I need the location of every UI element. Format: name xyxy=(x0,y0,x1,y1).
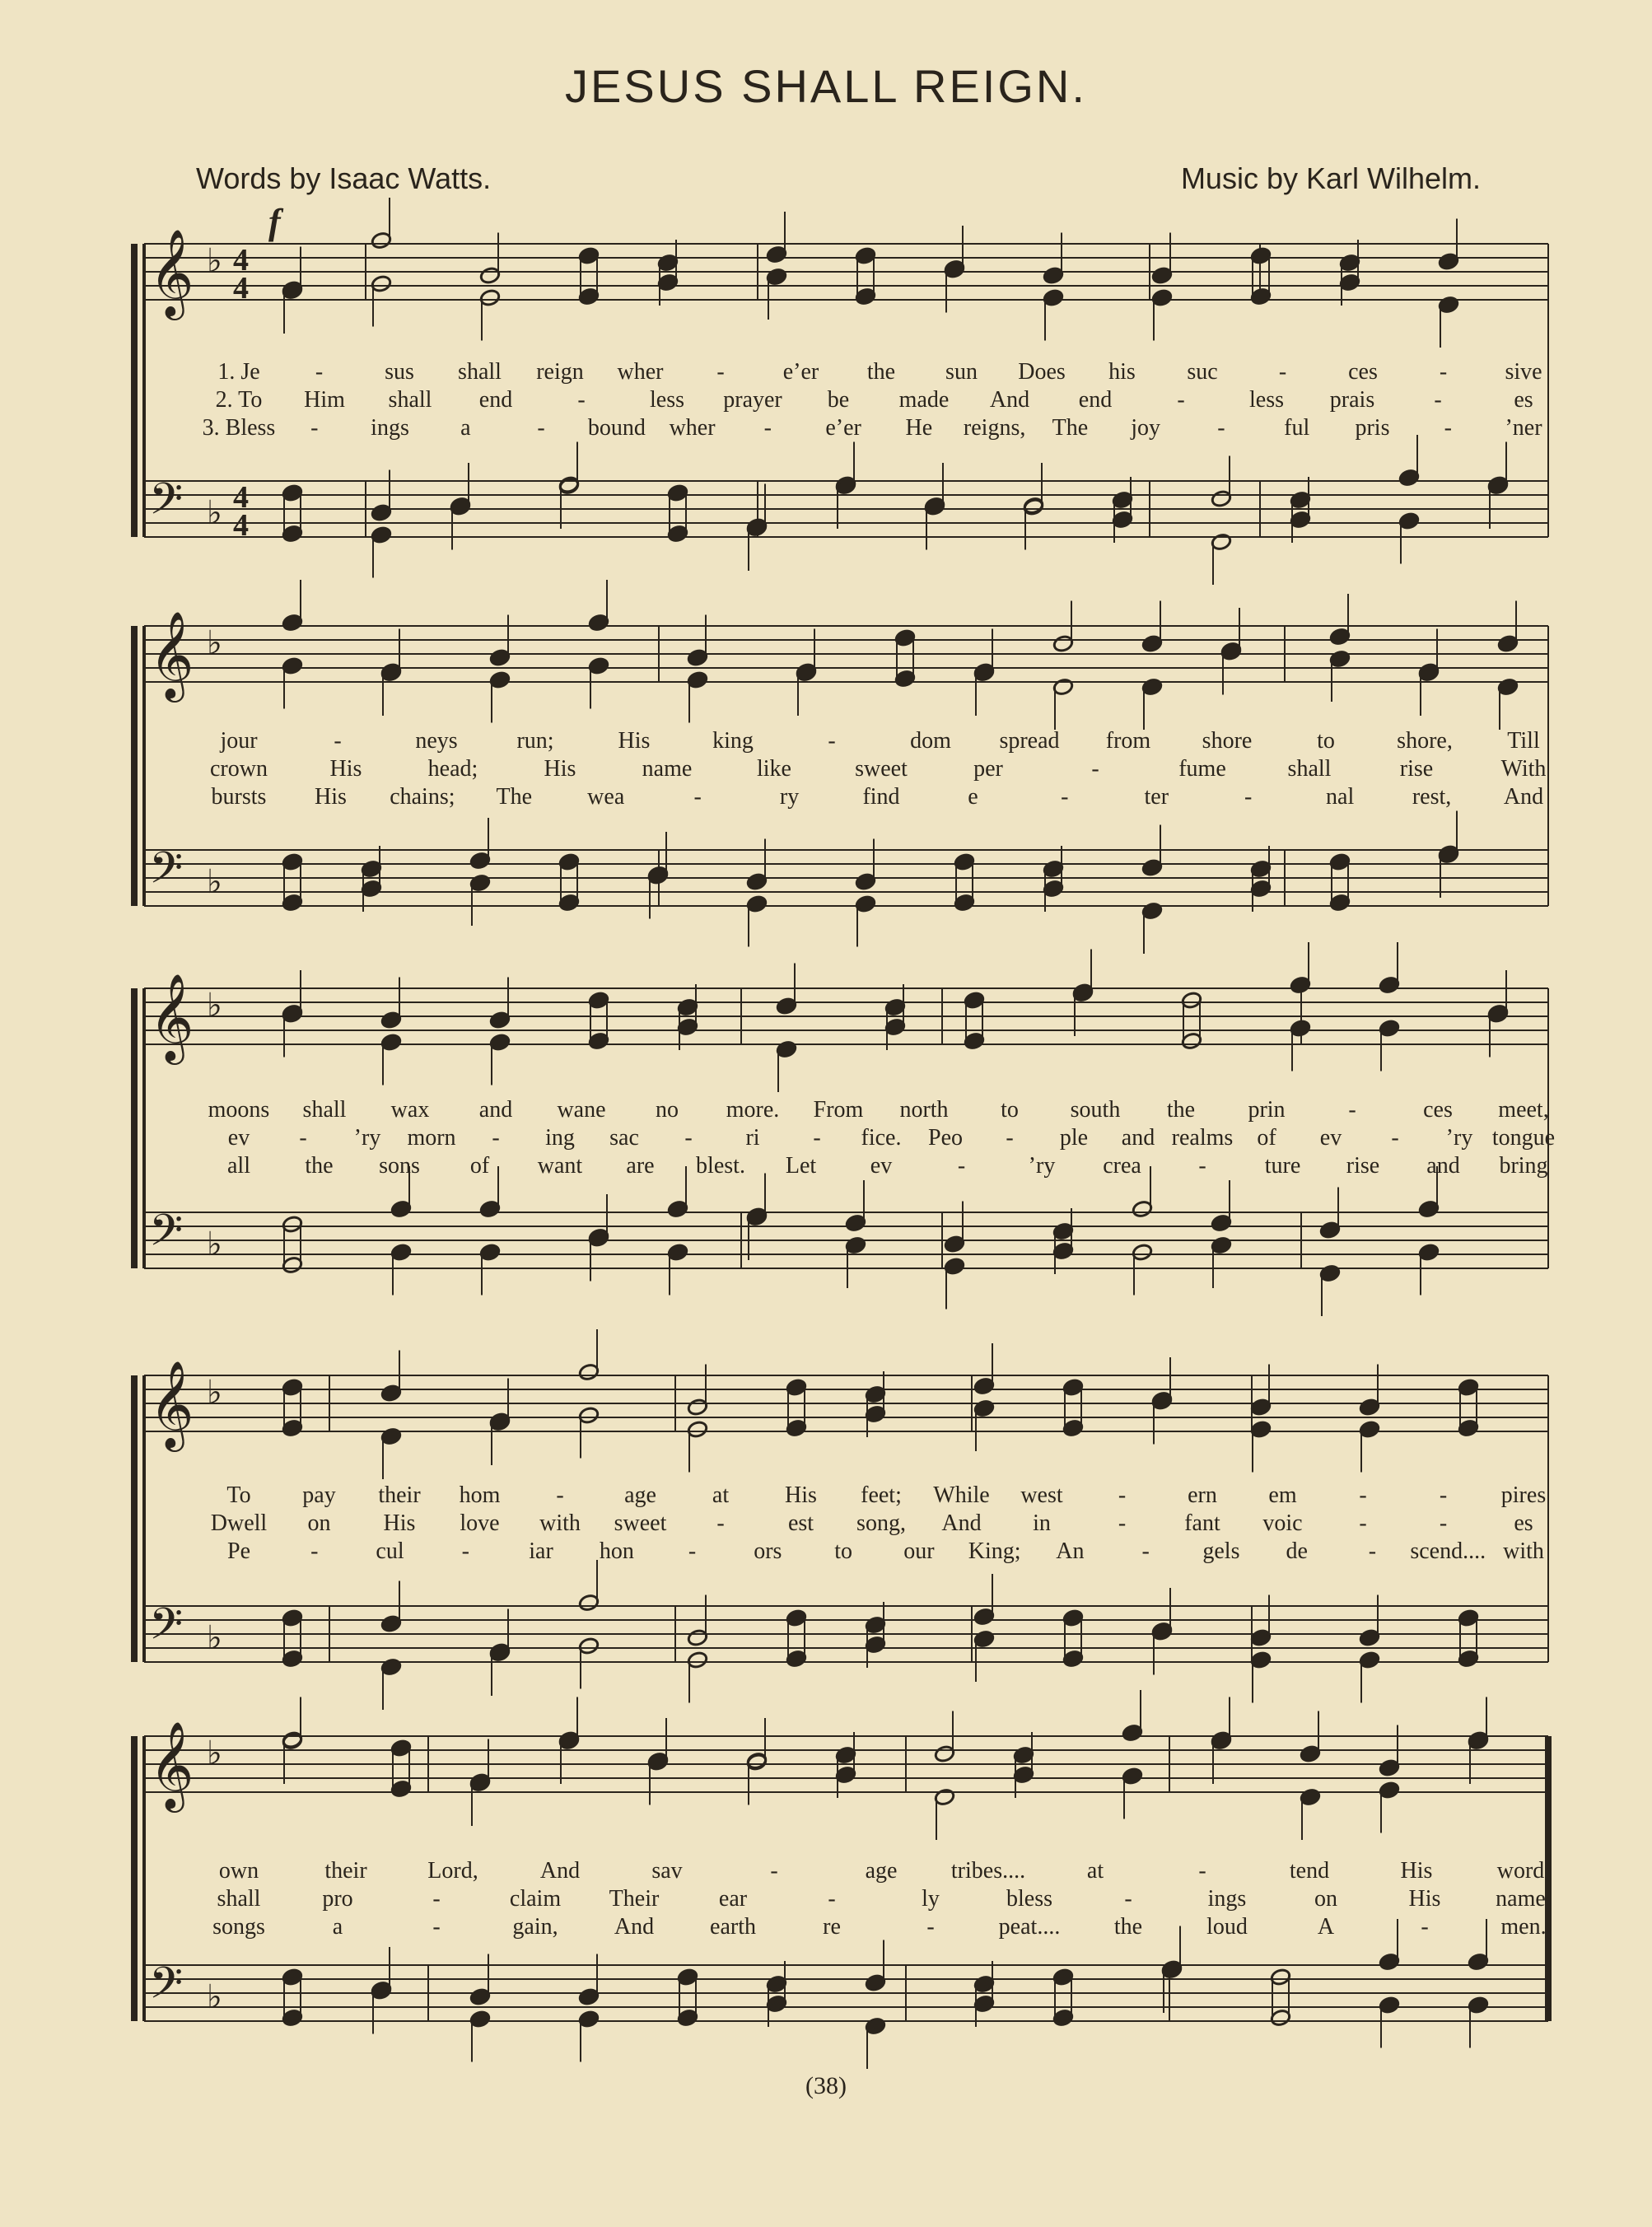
lyric-syllable: prin xyxy=(1248,1097,1286,1123)
lyric-syllable: wher xyxy=(669,415,716,441)
lyric-syllable: - xyxy=(1439,1482,1448,1508)
lyric-syllable: tribes.... xyxy=(950,1858,1026,1884)
lyric-syllable: ings xyxy=(1207,1886,1247,1912)
lyric-syllable: men. xyxy=(1500,1914,1547,1940)
lyric-syllable: loud xyxy=(1206,1914,1248,1940)
lyric-syllable: a xyxy=(332,1914,343,1940)
lyric-syllable: His xyxy=(383,1510,416,1536)
lyric-syllable: em xyxy=(1268,1482,1297,1508)
bass-clef-icon: 𝄢 xyxy=(149,1959,184,2019)
lyric-syllable: - xyxy=(432,1914,441,1940)
lyric-syllable: gels xyxy=(1202,1538,1240,1564)
lyric-syllable: ev xyxy=(870,1153,893,1179)
time-signature-top: 4 xyxy=(233,480,249,515)
time-signature-top: 4 xyxy=(233,243,249,278)
lyric-syllable: And xyxy=(1503,784,1544,810)
lyric-syllable: Does xyxy=(1018,359,1066,385)
lyric-syllable: To xyxy=(226,1482,251,1508)
lyric-syllable: shall xyxy=(217,1886,261,1912)
flat-key-signature-icon: ♭ xyxy=(207,987,222,1025)
lyric-syllable: And xyxy=(941,1510,982,1536)
lyric-syllable: ry xyxy=(779,784,800,810)
lyric-line xyxy=(0,1153,1652,1181)
lyric-line xyxy=(0,1482,1652,1510)
lyric-syllable: His xyxy=(329,756,362,782)
lyric-syllable: wax xyxy=(390,1097,430,1123)
lyric-syllable: neys xyxy=(415,728,458,754)
lyric-syllable: with xyxy=(539,1510,581,1536)
lyric-syllable: gain, xyxy=(512,1914,558,1940)
flat-key-signature-icon: ♭ xyxy=(207,1978,222,2016)
flat-key-signature-icon: ♭ xyxy=(207,863,222,901)
lyric-syllable: re xyxy=(823,1914,841,1940)
treble-clef-icon: 𝄞 xyxy=(149,973,194,1061)
lyric-syllable: Him xyxy=(304,387,345,413)
lyric-syllable: morn xyxy=(407,1125,456,1151)
lyric-syllable: crown xyxy=(210,756,268,782)
lyric-syllable: ors xyxy=(754,1538,782,1564)
lyric-syllable: at xyxy=(1086,1858,1104,1884)
flat-key-signature-icon: ♭ xyxy=(207,1734,222,1772)
lyric-syllable: - xyxy=(1368,1538,1377,1564)
lyric-syllable: ple xyxy=(1059,1125,1089,1151)
lyric-syllable: And xyxy=(989,387,1030,413)
lyric-syllable: tend xyxy=(1289,1858,1330,1884)
lyric-syllable: bound xyxy=(587,415,646,441)
flat-key-signature-icon: ♭ xyxy=(207,1226,222,1263)
lyric-syllable: with xyxy=(1503,1538,1544,1564)
lyric-syllable: per xyxy=(973,756,1003,782)
lyric-syllable: - xyxy=(770,1858,778,1884)
lyric-syllable: ’ry xyxy=(1028,1153,1056,1179)
lyric-line xyxy=(0,1510,1652,1538)
lyric-syllable: age xyxy=(624,1482,656,1508)
lyric-line xyxy=(0,415,1652,443)
lyric-syllable: crea xyxy=(1103,1153,1141,1179)
lyric-syllable: - xyxy=(1006,1125,1014,1151)
lyric-syllable: be xyxy=(827,387,850,413)
lyric-syllable: shore xyxy=(1202,728,1253,754)
lyric-syllable: to xyxy=(834,1538,852,1564)
music-credit: Music by Karl Wilhelm. xyxy=(1180,161,1481,195)
lyric-syllable: claim xyxy=(509,1886,562,1912)
lyric-syllable: Let xyxy=(785,1153,817,1179)
lyric-syllable: blest. xyxy=(696,1153,745,1179)
lyric-syllable: - xyxy=(556,1482,564,1508)
lyric-syllable: earth xyxy=(710,1914,756,1940)
bass-clef-icon: 𝄢 xyxy=(149,474,184,535)
lyric-syllable: peat.... xyxy=(998,1914,1061,1940)
lyric-syllable: - xyxy=(1244,784,1253,810)
treble-clef-icon: 𝄞 xyxy=(149,228,194,316)
lyric-syllable: rest, xyxy=(1412,784,1452,810)
lyric-syllable: ter xyxy=(1144,784,1169,810)
lyric-syllable: sun xyxy=(945,359,978,385)
lyric-syllable: pay xyxy=(302,1482,336,1508)
lyric-syllable: ces xyxy=(1348,359,1378,385)
lyric-syllable: on xyxy=(307,1510,331,1536)
lyric-line xyxy=(0,1858,1652,1886)
lyric-syllable: - xyxy=(1421,1914,1429,1940)
lyric-syllable: - xyxy=(1118,1482,1127,1508)
lyric-syllable: ev xyxy=(227,1125,250,1151)
lyric-syllable: - xyxy=(1217,415,1225,441)
lyric-syllable: made xyxy=(898,387,950,413)
lyric-syllable: 1. Je xyxy=(217,359,260,385)
lyric-syllable: And xyxy=(614,1914,655,1940)
lyric-syllable: - xyxy=(1198,1858,1206,1884)
dynamic-marking: f xyxy=(268,202,281,242)
lyric-syllable: pires xyxy=(1500,1482,1547,1508)
lyric-syllable: more. xyxy=(726,1097,780,1123)
lyric-syllable: moons xyxy=(208,1097,270,1123)
lyric-syllable: in xyxy=(1033,1510,1051,1536)
lyric-syllable: - xyxy=(1141,1538,1150,1564)
lyric-syllable: - xyxy=(926,1914,935,1940)
lyric-syllable: the xyxy=(1113,1914,1143,1940)
lyric-syllable: love xyxy=(460,1510,500,1536)
lyric-syllable: their xyxy=(324,1858,367,1884)
lyric-syllable: to xyxy=(1317,728,1335,754)
lyric-syllable: The xyxy=(1052,415,1089,441)
lyric-syllable: song, xyxy=(856,1510,906,1536)
lyric-syllable: fant xyxy=(1184,1510,1220,1536)
lyric-syllable: sons xyxy=(379,1153,420,1179)
lyric-syllable: iar xyxy=(529,1538,553,1564)
lyric-syllable: suc xyxy=(1187,359,1218,385)
lyric-syllable: The xyxy=(496,784,533,810)
lyric-syllable: less xyxy=(1249,387,1284,413)
lyric-syllable: feet; xyxy=(861,1482,902,1508)
lyric-syllable: His xyxy=(544,756,576,782)
flat-key-signature-icon: ♭ xyxy=(207,242,222,280)
lyric-syllable: bursts xyxy=(211,784,267,810)
flat-key-signature-icon: ♭ xyxy=(207,624,222,662)
lyric-syllable: Lord, xyxy=(427,1858,478,1884)
lyric-syllable: north xyxy=(899,1097,949,1123)
lyric-syllable: hon xyxy=(599,1538,634,1564)
treble-staff xyxy=(144,228,1548,320)
lyric-syllable: - xyxy=(1061,784,1069,810)
time-signature-bottom: 4 xyxy=(233,508,249,543)
lyric-line xyxy=(0,756,1652,784)
lyric-syllable: voic xyxy=(1262,1510,1303,1536)
lyric-syllable: - xyxy=(1348,1097,1356,1123)
lyric-line xyxy=(0,1886,1652,1914)
lyric-syllable: less xyxy=(650,387,684,413)
lyric-syllable: es xyxy=(1514,1510,1533,1536)
lyric-syllable: and xyxy=(1121,1125,1155,1151)
lyric-syllable: 2. To xyxy=(215,387,263,413)
lyric-line xyxy=(0,1914,1652,1942)
lyric-syllable: rise xyxy=(1346,1153,1380,1179)
bass-staff xyxy=(144,1959,1548,2021)
lyric-syllable: sive xyxy=(1505,359,1542,385)
bass-clef-icon: 𝄢 xyxy=(149,843,184,904)
lyric-syllable: of xyxy=(469,1153,490,1179)
lyric-syllable: de xyxy=(1286,1538,1308,1564)
lyric-syllable: e xyxy=(968,784,978,810)
lyric-syllable: sus xyxy=(385,359,414,385)
lyric-syllable: sweet xyxy=(855,756,908,782)
lyric-syllable: Dwell xyxy=(210,1510,268,1536)
lyric-syllable: King; xyxy=(968,1538,1021,1564)
lyric-syllable: end xyxy=(1078,387,1113,413)
lyric-syllable: - xyxy=(828,1886,836,1912)
lyric-syllable: a xyxy=(460,415,471,441)
lyric-syllable: and xyxy=(478,1097,513,1123)
lyric-syllable: end xyxy=(478,387,513,413)
lyric-syllable: nal xyxy=(1326,784,1355,810)
lyric-syllable: sac xyxy=(609,1125,639,1151)
lyric-syllable: e’er xyxy=(825,415,861,441)
lyric-syllable: - xyxy=(693,784,702,810)
lyric-syllable: bring xyxy=(1499,1153,1548,1179)
lyric-syllable: prais xyxy=(1329,387,1375,413)
lyric-syllable: realms xyxy=(1171,1125,1234,1151)
lyric-syllable: His xyxy=(1408,1886,1441,1912)
lyric-syllable: ings xyxy=(371,415,409,441)
time-signature-bottom: 4 xyxy=(233,271,249,306)
lyric-syllable: no xyxy=(656,1097,679,1123)
lyric-syllable: ’ry xyxy=(1445,1125,1473,1151)
lyric-syllable: run; xyxy=(516,728,554,754)
lyric-line xyxy=(0,1125,1652,1153)
lyric-syllable: south xyxy=(1070,1097,1121,1123)
lyric-line xyxy=(0,387,1652,415)
lyric-syllable: And xyxy=(539,1858,581,1884)
lyric-syllable: spread xyxy=(999,728,1060,754)
page-number: (38) xyxy=(805,2072,847,2099)
flat-key-signature-icon: ♭ xyxy=(207,494,222,532)
lyric-syllable: like xyxy=(757,756,791,782)
lyric-syllable: wane xyxy=(557,1097,606,1123)
lyric-syllable: - xyxy=(813,1125,821,1151)
bass-staff xyxy=(144,1599,1548,1662)
lyric-syllable: the xyxy=(866,359,896,385)
lyric-syllable: - xyxy=(828,728,836,754)
lyric-syllable: An xyxy=(1056,1538,1085,1564)
lyric-syllable: king xyxy=(712,728,754,754)
bass-clef-icon: 𝄢 xyxy=(149,1599,184,1660)
lyric-syllable: - xyxy=(1198,1153,1206,1179)
lyric-syllable: His xyxy=(618,728,651,754)
lyric-syllable: est xyxy=(787,1510,814,1536)
lyric-syllable: - xyxy=(461,1538,469,1564)
lyric-syllable: ri xyxy=(745,1125,760,1151)
treble-clef-icon: 𝄞 xyxy=(149,610,194,698)
bass-clef-icon: 𝄢 xyxy=(149,1206,184,1267)
lyric-syllable: reigns, xyxy=(963,415,1026,441)
lyric-syllable: name xyxy=(642,756,693,782)
lyric-syllable: Till xyxy=(1507,728,1540,754)
lyric-syllable: Peo xyxy=(928,1125,963,1151)
lyric-syllable: - xyxy=(492,1125,500,1151)
lyric-syllable: his xyxy=(1108,359,1136,385)
lyric-line xyxy=(0,359,1652,387)
lyric-syllable: - xyxy=(1124,1886,1132,1912)
lyric-syllable: - xyxy=(1278,359,1287,385)
lyric-syllable: word. xyxy=(1496,1858,1551,1884)
treble-clef-icon: 𝄞 xyxy=(149,1720,194,1809)
lyric-syllable: from xyxy=(1105,728,1151,754)
lyric-syllable: - xyxy=(1439,359,1448,385)
lyric-syllable: of xyxy=(1257,1125,1276,1151)
treble-staff xyxy=(144,1360,1548,1452)
lyric-syllable: - xyxy=(1359,1482,1367,1508)
lyric-syllable: cul xyxy=(376,1538,404,1564)
lyric-syllable: ern xyxy=(1188,1482,1217,1508)
lyric-syllable: fice. xyxy=(861,1125,902,1151)
lyric-syllable: rise xyxy=(1399,756,1434,782)
lyric-syllable: - xyxy=(1444,415,1452,441)
lyric-syllable: at xyxy=(712,1482,730,1508)
lyric-syllable: - xyxy=(299,1125,307,1151)
lyric-syllable: shall xyxy=(302,1097,347,1123)
lyric-syllable: es xyxy=(1514,387,1533,413)
lyric-syllable: shall xyxy=(458,359,502,385)
lyric-syllable: Pe xyxy=(227,1538,250,1564)
lyric-syllable: our xyxy=(903,1538,935,1564)
lyric-syllable: ly xyxy=(922,1886,940,1912)
lyric-syllable: dom xyxy=(910,728,951,754)
lyric-syllable: sav xyxy=(651,1858,683,1884)
lyric-syllable: While xyxy=(933,1482,990,1508)
lyric-syllable: head; xyxy=(427,756,478,782)
lyric-syllable: - xyxy=(537,415,545,441)
lyric-syllable: A xyxy=(1317,1914,1335,1940)
lyric-syllable: shall xyxy=(1287,756,1332,782)
lyric-syllable: shore, xyxy=(1397,728,1453,754)
lyric-syllable: His xyxy=(314,784,347,810)
lyric-syllable: ture xyxy=(1264,1153,1301,1179)
lyric-syllable: to xyxy=(1001,1097,1019,1123)
lyric-syllable: - xyxy=(1177,387,1185,413)
lyric-syllable: songs xyxy=(212,1914,265,1940)
lyric-syllable: and xyxy=(1426,1153,1460,1179)
lyric-syllable: ’ner xyxy=(1505,415,1542,441)
lyric-line xyxy=(0,784,1652,812)
lyric-syllable: ear xyxy=(718,1886,748,1912)
lyric-syllable: Their xyxy=(609,1886,660,1912)
lyric-syllable: pris xyxy=(1355,415,1390,441)
lyric-syllable: hom xyxy=(459,1482,501,1508)
lyric-syllable: west xyxy=(1020,1482,1063,1508)
lyric-syllable: their xyxy=(378,1482,421,1508)
lyric-syllable: tongue xyxy=(1491,1125,1556,1151)
lyric-syllable: From xyxy=(813,1097,864,1123)
lyric-syllable: His xyxy=(1400,1858,1433,1884)
lyric-syllable: on xyxy=(1314,1886,1337,1912)
lyric-syllable: fume xyxy=(1178,756,1226,782)
lyric-syllable: age xyxy=(865,1858,898,1884)
lyric-syllable: the xyxy=(305,1153,334,1179)
hymn-title: JESUS SHALL REIGN. xyxy=(565,60,1087,112)
lyric-syllable: e’er xyxy=(782,359,819,385)
lyric-syllable: - xyxy=(1118,1510,1127,1536)
lyric-syllable: wher xyxy=(617,359,664,385)
flat-key-signature-icon: ♭ xyxy=(207,1619,222,1657)
lyric-syllable: - xyxy=(716,359,725,385)
lyric-syllable: own xyxy=(218,1858,259,1884)
lyric-syllable: - xyxy=(1391,1125,1399,1151)
lyric-syllable: ’ry xyxy=(353,1125,381,1151)
lyric-syllable: - xyxy=(684,1125,693,1151)
lyric-syllable: - xyxy=(315,359,324,385)
lyric-syllable: reign xyxy=(536,359,584,385)
lyric-syllable: - xyxy=(716,1510,725,1536)
lyric-syllable: sweet xyxy=(614,1510,667,1536)
lyric-syllable: prayer xyxy=(723,387,782,413)
lyric-syllable: scend.... xyxy=(1410,1538,1486,1564)
lyric-syllable: are xyxy=(626,1153,655,1179)
lyric-syllable: - xyxy=(1439,1510,1448,1536)
lyric-syllable: wea xyxy=(587,784,625,810)
lyric-syllable: - xyxy=(1091,756,1099,782)
lyric-syllable: bless xyxy=(1006,1886,1052,1912)
lyric-syllable: His xyxy=(785,1482,817,1508)
lyric-syllable: He xyxy=(905,415,933,441)
lyric-syllable: pro xyxy=(322,1886,353,1912)
lyric-syllable: ing xyxy=(545,1125,575,1151)
lyric-syllable: - xyxy=(688,1538,697,1564)
treble-staff xyxy=(144,973,1548,1065)
treble-clef-icon: 𝄞 xyxy=(149,1360,194,1448)
lyric-line xyxy=(0,1538,1652,1566)
lyric-syllable: name. xyxy=(1496,1886,1552,1912)
lyric-syllable: - xyxy=(1359,1510,1367,1536)
lyric-syllable: - xyxy=(334,728,342,754)
lyric-syllable: shall xyxy=(388,387,432,413)
lyric-syllable: - xyxy=(1434,387,1442,413)
lyric-syllable: - xyxy=(432,1886,441,1912)
lyric-syllable: jour xyxy=(220,728,258,754)
lyric-syllable: want xyxy=(537,1153,583,1179)
lyric-syllable: - xyxy=(310,415,319,441)
lyric-syllable: ful xyxy=(1284,415,1310,441)
flat-key-signature-icon: ♭ xyxy=(207,1374,222,1412)
lyric-syllable: chains; xyxy=(390,784,455,810)
treble-staff xyxy=(144,1720,1548,1813)
lyric-syllable: - xyxy=(957,1153,966,1179)
lyric-syllable: With xyxy=(1500,756,1547,782)
lyric-syllable: all xyxy=(227,1153,250,1179)
words-credit: Words by Isaac Watts. xyxy=(196,161,492,195)
lyric-syllable: ces xyxy=(1423,1097,1453,1123)
lyric-syllable: meet, xyxy=(1498,1097,1549,1123)
lyric-syllable: 3. Bless xyxy=(202,415,276,441)
lyric-syllable: joy xyxy=(1131,415,1161,441)
lyric-syllable: find xyxy=(862,784,900,810)
lyric-syllable: - xyxy=(310,1538,319,1564)
lyric-syllable: - xyxy=(763,415,772,441)
lyric-syllable: the xyxy=(1166,1097,1196,1123)
lyric-syllable: ev xyxy=(1319,1125,1342,1151)
lyric-syllable: - xyxy=(577,387,586,413)
lyric-line xyxy=(0,1097,1652,1125)
lyric-line xyxy=(0,728,1652,756)
